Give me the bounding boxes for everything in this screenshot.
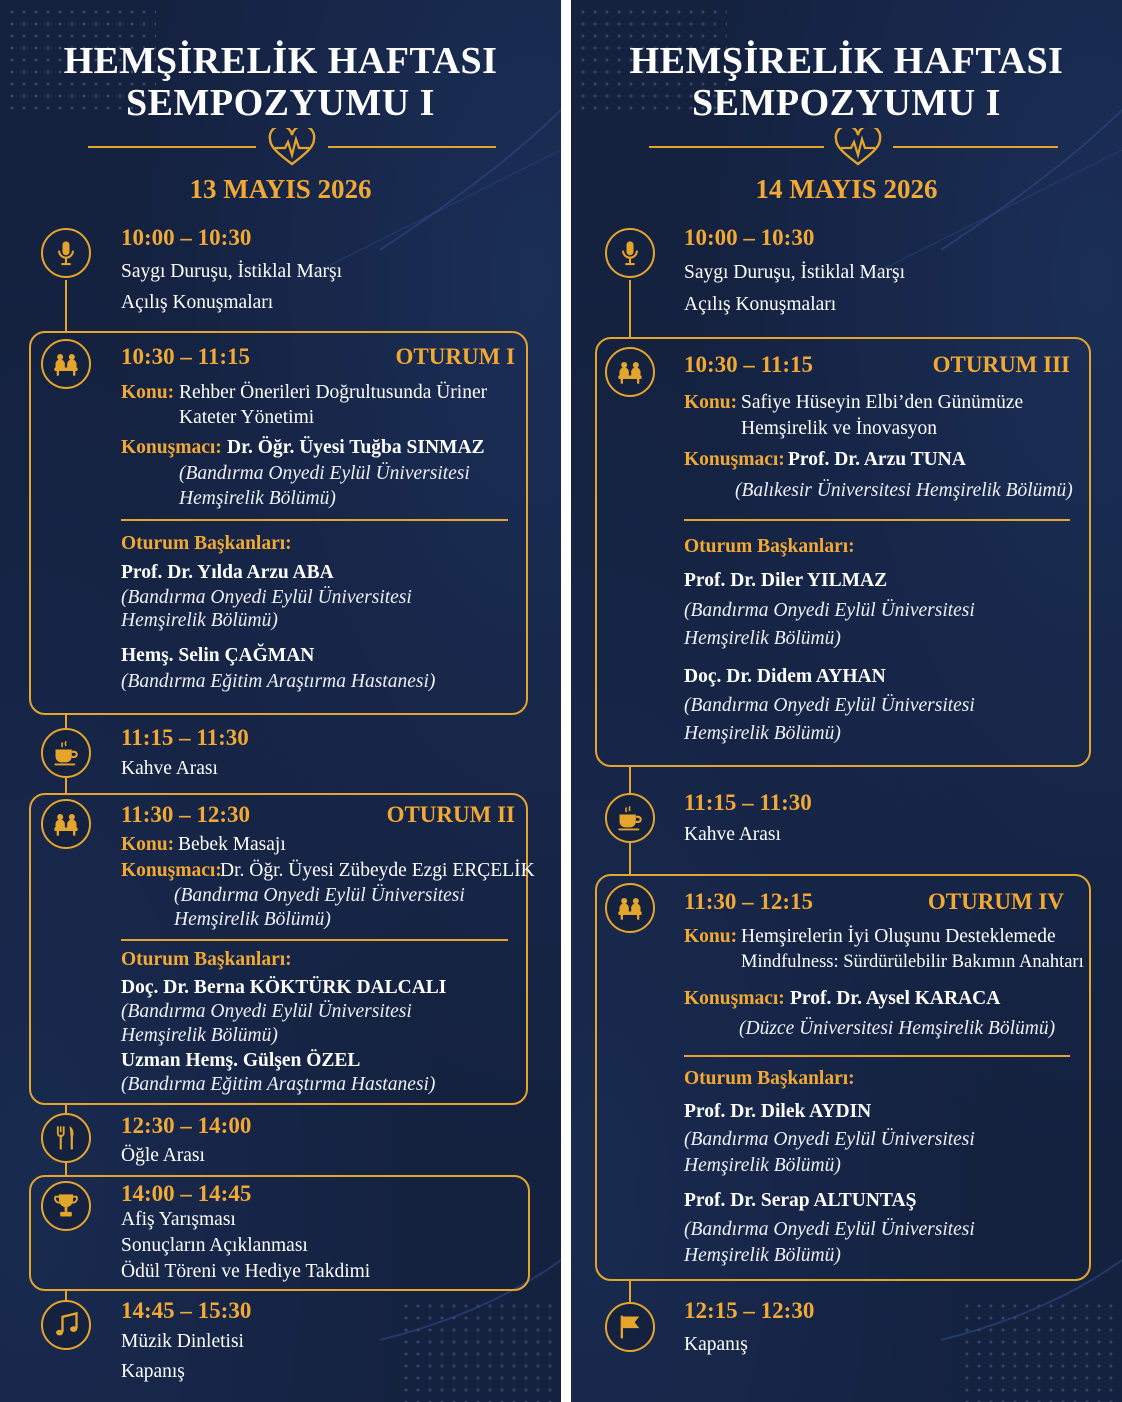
section-divider [121, 519, 508, 521]
speaker-label: Konuşmacı: [121, 860, 222, 881]
event-date: 14 MAYIS 2026 [755, 174, 938, 204]
topic-label: Konu: [121, 834, 175, 855]
chairs-label: Oturum Başkanları: [121, 949, 292, 970]
dot-pattern [961, 1300, 1121, 1402]
fork-knife-icon [41, 1113, 91, 1163]
topic-text: Bebek Masajı [178, 834, 286, 855]
event-date: 13 MAYIS 2026 [189, 174, 372, 204]
section-divider [684, 1055, 1070, 1057]
title-line: HEMŞİRELİK HAFTASI [63, 40, 498, 82]
page-title [571, 40, 1122, 124]
chair-affiliation: Hemşirelik Bölümü) [684, 1155, 841, 1176]
chair-name: Uzman Hemş. Gülşen ÖZEL [121, 1050, 361, 1071]
topic-label: Konu: [684, 392, 738, 413]
trophy-icon [41, 1181, 91, 1231]
section-divider [684, 519, 1070, 521]
chair-affiliation: (Bandırma Onyedi Eylül Üniversitesi [684, 1129, 975, 1150]
flag-icon [605, 1302, 655, 1352]
title-divider [571, 128, 1122, 168]
opening-line: Açılış Konuşmaları [684, 294, 837, 315]
chair-affiliation: (Bandırma Onyedi Eylül Üniversitesi [121, 587, 412, 608]
chair-affiliation: Hemşirelik Bölümü) [684, 628, 841, 649]
session-label: OTURUM II [386, 802, 515, 827]
topic-text: Hemşirelerin İyi Oluşunu Desteklemede [741, 926, 1056, 947]
dot-pattern [400, 1300, 560, 1402]
session-time: 11:30 – 12:30 [121, 802, 251, 827]
speaker-label: Konuşmacı: [684, 988, 785, 1009]
title-divider [0, 128, 561, 168]
chairs-label: Oturum Başkanları: [121, 533, 292, 554]
chairs-label: Oturum Başkanları: [684, 536, 855, 557]
chair-affiliation: (Bandırma Eğitim Araştırma Hastanesi) [121, 671, 436, 692]
topic-text: Hemşirelik ve İnovasyon [741, 418, 938, 439]
chair-name: Doç. Dr. Didem AYHAN [684, 666, 886, 687]
chair-name: Hemş. Selin ÇAĞMAN [121, 645, 315, 666]
opening-time: 10:00 – 10:30 [121, 225, 252, 250]
speaker-name: Prof. Dr. Arzu TUNA [788, 449, 966, 470]
session-time: 11:30 – 12:15 [684, 889, 814, 914]
chairs-label: Oturum Başkanları: [684, 1068, 855, 1089]
lunch-text: Öğle Arası [121, 1145, 205, 1166]
meeting-icon [41, 799, 91, 849]
page-title [0, 40, 561, 124]
chair-affiliation: Hemşirelik Bölümü) [121, 1025, 278, 1046]
speaker-affiliation: Hemşirelik Bölümü) [174, 909, 331, 930]
microphone-icon [41, 228, 91, 278]
speaker-affiliation: (Bandırma Onyedi Eylül Üniversitesi [174, 885, 465, 906]
title-line: SEMPOZYUMU I [126, 82, 435, 124]
lunch-time: 12:30 – 14:00 [121, 1113, 252, 1138]
opening-line: Açılış Konuşmaları [121, 292, 274, 313]
chair-affiliation: (Bandırma Eğitim Araştırma Hastanesi) [121, 1074, 436, 1095]
coffee-text: Kahve Arası [684, 824, 781, 845]
poster-text: Afiş Yarışması [121, 1209, 236, 1230]
coffee-cup-icon [41, 728, 91, 778]
chair-affiliation: (Bandırma Onyedi Eylül Üniversitesi [684, 600, 975, 621]
chair-affiliation: Hemşirelik Bölümü) [684, 723, 841, 744]
meeting-icon [41, 339, 91, 389]
session-label: OTURUM I [395, 344, 515, 369]
chair-affiliation: (Bandırma Onyedi Eylül Üniversitesi [684, 695, 975, 716]
topic-text: Rehber Önerileri Doğrultusunda Üriner [179, 382, 488, 403]
session-time: 10:30 – 11:15 [684, 352, 814, 377]
speaker-label: Konuşmacı: [684, 449, 785, 470]
speaker-affiliation: Hemşirelik Bölümü) [179, 488, 336, 509]
chair-affiliation: (Bandırma Onyedi Eylül Üniversitesi [121, 1001, 412, 1022]
closing-text: Kapanış [684, 1334, 748, 1355]
coffee-text: Kahve Arası [121, 758, 218, 779]
title-line: SEMPOZYUMU I [692, 82, 1001, 124]
topic-label: Konu: [684, 926, 738, 947]
coffee-cup-icon [605, 793, 655, 843]
chair-affiliation: (Bandırma Onyedi Eylül Üniversitesi [684, 1219, 975, 1240]
speaker-affiliation: (Düzce Üniversitesi Hemşirelik Bölümü) [739, 1018, 1056, 1039]
session-label: OTURUM IV [927, 889, 1064, 914]
meeting-icon [605, 347, 655, 397]
speaker-affiliation: (Balıkesir Üniversitesi Hemşirelik Bölümü) [735, 480, 1073, 501]
chair-name: Prof. Dr. Serap ALTUNTAŞ [684, 1190, 917, 1211]
speaker-affiliation: (Bandırma Onyedi Eylül Üniversitesi [179, 463, 470, 484]
poster-text: Sonuçların Açıklanması [121, 1235, 308, 1256]
poster-time: 14:00 – 14:45 [121, 1181, 252, 1206]
day2-panel [571, 0, 1122, 1402]
chair-name: Doç. Dr. Berna KÖKTÜRK DALCALI [121, 977, 447, 998]
chair-affiliation: Hemşirelik Bölümü) [121, 610, 278, 631]
music-time: 14:45 – 15:30 [121, 1298, 252, 1323]
topic-label: Konu: [121, 382, 175, 403]
heartbeat-icon [832, 128, 884, 168]
speaker-name: Dr. Öğr. Üyesi Zübeyde Ezgi ERÇELİK [220, 860, 535, 881]
session-label: OTURUM III [932, 352, 1070, 377]
closing-text: Kapanış [121, 1361, 185, 1382]
music-note-icon [41, 1300, 91, 1350]
chair-name: Prof. Dr. Diler YILMAZ [684, 570, 888, 591]
speaker-name: Prof. Dr. Aysel KARACA [790, 988, 1001, 1009]
opening-line: Saygı Duruşu, İstiklal Marşı [684, 262, 905, 283]
topic-text: Safiye Hüseyin Elbi’den Günümüze [741, 392, 1024, 413]
coffee-time: 11:15 – 11:30 [684, 790, 812, 815]
meeting-icon [605, 883, 655, 933]
title-line: HEMŞİRELİK HAFTASI [629, 40, 1064, 82]
closing-time: 12:15 – 12:30 [684, 1298, 815, 1323]
microphone-icon [605, 228, 655, 278]
topic-text: Kateter Yönetimi [179, 407, 315, 428]
poster-text: Ödül Töreni ve Hediye Takdimi [121, 1261, 371, 1282]
session-time: 10:30 – 11:15 [121, 344, 251, 369]
heartbeat-icon [266, 128, 318, 168]
coffee-time: 11:15 – 11:30 [121, 725, 249, 750]
chair-affiliation: Hemşirelik Bölümü) [684, 1245, 841, 1266]
speaker-label: Konuşmacı: [121, 437, 222, 458]
section-divider [121, 939, 508, 941]
opening-time: 10:00 – 10:30 [684, 225, 815, 250]
opening-line: Saygı Duruşu, İstiklal Marşı [121, 261, 342, 282]
chair-name: Prof. Dr. Yılda Arzu ABA [121, 562, 334, 583]
topic-text: Mindfulness: Sürdürülebilir Bakımın Anahtarı [741, 952, 1084, 972]
speaker-name: Dr. Öğr. Üyesi Tuğba SINMAZ [227, 437, 485, 458]
chair-name: Prof. Dr. Dilek AYDIN [684, 1101, 872, 1122]
music-text: Müzik Dinletisi [121, 1331, 244, 1352]
